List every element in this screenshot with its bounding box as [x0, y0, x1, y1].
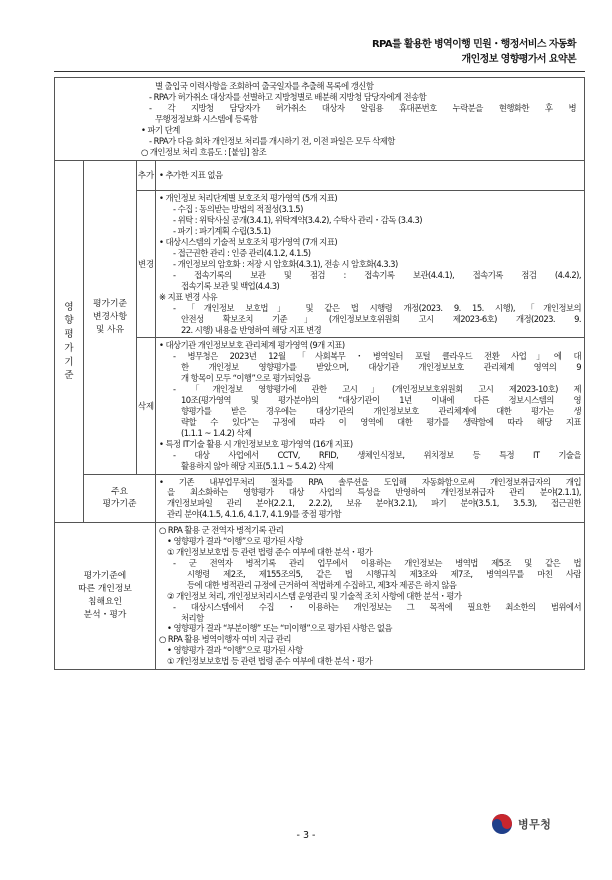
- modify-content: [156, 191, 585, 338]
- text-line: ○ RPA 활용 병역이행자 여비 지급 관리: [159, 634, 291, 645]
- risk-analysis-lines: [159, 525, 581, 667]
- taegeuk-emblem-icon: [491, 813, 513, 838]
- text-line: - 「개인정보 보호법」 및 같은 법 시행령 개정(2023. 9. 15. 시행), 「개인정보의: [173, 302, 581, 313]
- vertical-char: 준: [64, 370, 74, 382]
- header-title: RPA를 활용한 병역이행 민원・행정서비스 자동화: [371, 39, 576, 50]
- text-line: 별 출입국 이력사항을 조회하여 출국일자를 추출해 목록에 갱신함: [155, 81, 374, 91]
- text-line: 개 항목이 모두 “이행”으로 평가되었음: [181, 373, 311, 384]
- text-line: • 추가한 지표 없음: [159, 170, 223, 181]
- text-line: 관리 분야(4.1.5, 4.1.6, 4.1.7, 4.1.9)를 중점 평가함: [167, 509, 342, 520]
- text-line: • 영향평가 결과 “이행”으로 평가된 사항: [167, 645, 303, 656]
- org-logo: [491, 813, 551, 838]
- text-line: - 위탁 : 위탁사실 공개(3.4.1), 위탁계약(3.4.2), 수탁사 관리・감독 (3.4.3): [173, 215, 422, 226]
- text-line: 을 최소화하는 영향평가 대상 사업의 특성을 반영하여 개인정보취급자 관리 분야(2.1.1),: [167, 487, 581, 498]
- text-line: • 대상기관 개인정보보호 관리체계 평가영역 (9개 지표): [159, 340, 345, 351]
- label-line: 따른 개인정보: [78, 583, 132, 594]
- text-line: • 대상시스템의 기술적 보호조치 평가영역 (7개 지표): [159, 237, 338, 248]
- text-line: - 대상 사업에서 CCTV, RFID, 생체인식정보, 위치정보 등 특정 IT 기술을: [173, 449, 581, 460]
- text-line: 한 개인정보 영향평가를 받았으며, 대상기관 개인정보보호 관리체계 영역의 9: [181, 362, 581, 373]
- vertical-char: 가: [64, 342, 74, 354]
- vertical-char: 향: [64, 315, 74, 327]
- text-line: 22. 시행) 내용을 반영하여 해당 지표 변경: [181, 324, 322, 335]
- text-line: (1.1.1 ~ 1.4.2) 삭제: [181, 427, 252, 438]
- text-line: • 영향평가 결과 “부분이행” 또는 “미이행”으로 평가된 사항은 없음: [167, 623, 392, 634]
- add-content: [156, 161, 585, 191]
- text-line: - 파기 : 파기계획 수립(3.5.1): [173, 226, 271, 237]
- criteria-change-label: [84, 161, 137, 474]
- text-line: - 접근권한 관리 : 인증 관리(4.1.2, 4.1.5): [173, 248, 311, 259]
- add-lines: [159, 170, 581, 181]
- text-line: ※ 지표 변경 사유: [159, 291, 218, 302]
- text-line: • 개인정보 처리단계별 보호조치 평가영역 (5개 지표): [159, 193, 338, 204]
- text-line: 무행정정보화 시스템에 등록함: [155, 113, 258, 124]
- risk-analysis-row: [55, 523, 585, 670]
- text-line: 략할 수 있다”는 규정에 따라 이 영역에 대한 평가를 생략함에 따라 해당 지표: [181, 416, 581, 427]
- label-line: 및 사유: [95, 324, 125, 335]
- add-label: 추가: [137, 161, 156, 191]
- text-line: ○ RPA 활용 군 전역자 병적기록 관리: [159, 525, 284, 536]
- header-subtitle: 개인정보 영향평가서 요약본: [461, 53, 576, 65]
- text-line: - 개인정보의 암호화 : 저장 시 암호화(4.3.1), 전송 시 암호화(4.3.3): [173, 258, 398, 269]
- label-line: 평가기준에: [83, 570, 127, 581]
- risk-analysis-label: [55, 523, 156, 670]
- modify-lines: [159, 193, 581, 335]
- process-flow-cell: [55, 78, 585, 161]
- text-line: • 기존 내부업무처리 절차를 RPA 솔루션을 도입해 자동화함으로써 개인정보취급자의 개입: [159, 476, 581, 487]
- text-line: ○ 개인정보 처리 흐름도 : [붙임] 참조: [141, 146, 267, 157]
- document-header: [372, 38, 576, 67]
- vertical-char: 평: [64, 329, 74, 341]
- vertical-char: 영: [64, 301, 74, 313]
- text-line: 활용하지 않아 해당 지표(5.1.1 ~ 5.4.2) 삭제: [181, 460, 334, 471]
- risk-analysis-content: [156, 523, 585, 670]
- text-line: - RPA가 허가취소 대상자를 선별하고 지방청별로 배분해 지방청 담당자에게 전송함: [149, 91, 427, 102]
- text-line: 등에 대한 병적관리 규정에 근거하여 적법하게 수집하고, 제3자 제공은 하지 않음: [187, 579, 457, 590]
- text-line: - 수집 : 동의받는 방법의 적절성(3.1.5): [173, 204, 303, 215]
- label-line: 침해요인: [88, 597, 122, 608]
- criteria-vertical-label: [58, 301, 80, 384]
- label-line: 평가기준: [93, 299, 127, 310]
- text-line: 개인정보파일 관리 분야(2.2.1, 2.2.2), 보유 분야(3.2.1), 파기 분야(3.5.1, 3.5.3), 접근권한: [167, 498, 581, 509]
- label-line: 분석・평가: [83, 610, 127, 621]
- page-number: - 3 -: [296, 830, 316, 841]
- criteria-section-label: [55, 161, 84, 523]
- text-line: ① 개인정보보호법 등 관련 법령 준수 여부에 대한 분석・평가: [167, 547, 373, 558]
- vertical-char: 기: [64, 356, 74, 368]
- text-line: 10조(평가영역 및 평가분야)의 “대상기관이 1년 이내에 다른 정보시스템의 영: [181, 395, 581, 406]
- delete-lines: [159, 340, 581, 471]
- org-name: 병무청: [518, 818, 552, 832]
- text-line: - 병무청은 2023년 12월 「사회복무・병역일터 포털 클라우드 전환 사업」에 대: [173, 351, 581, 362]
- text-line: - 접속기록의 보관 및 점검 : 접속기록 보관(4.4.1), 접속기록 점검 (4.4.2),: [173, 269, 581, 280]
- text-line: - RPA가 다음 회차 개인정보 처리를 개시하기 전, 이전 파일은 모두 삭제함: [149, 135, 395, 146]
- text-line: ② 개인정보 처리, 개인정보처리시스템 운영관리 및 기술적 조치 사항에 대한 분석・평가: [167, 590, 462, 601]
- text-line: - 대상시스템에서 수집・이용하는 개인정보는 그 목적에 필요한 최소한의 범위에서: [173, 601, 581, 612]
- text-line: • 특정 IT기술 활용 시 개인정보보호 평가영역 (16개 지표): [159, 438, 353, 449]
- label-line: 평가기준: [102, 499, 137, 510]
- text-line: 처리함: [181, 612, 204, 623]
- text-line: - 「개인정보 영향평가에 관한 고시」(개인정보보호위원회 고시 제2023-10호) 제: [173, 384, 581, 395]
- text-line: 향평가를 받은 경우에는 대상기관의 개인정보보호 관리체계에 대한 평가는 생: [181, 405, 581, 416]
- label-line: 변경사항: [93, 312, 127, 323]
- process-flow-row: [55, 78, 585, 161]
- header-divider: [54, 71, 585, 72]
- label-line: 주요: [111, 486, 128, 497]
- text-line: - 군 전역자 병적기록 관리 업무에서 이용하는 개인정보는 병역법 제5조 및 같은 법: [173, 557, 581, 568]
- main-criteria-lines: [159, 477, 581, 521]
- text-line: 접속기록 보관 및 백업(4.4.3): [181, 280, 280, 291]
- text-line: 안전성 확보조치 기준」(개인정보보호위원회 고시 제2023-6호) 개정(2023. 9.: [181, 313, 581, 324]
- main-criteria-label: [84, 474, 156, 523]
- text-line: • 파기 단계: [141, 124, 180, 135]
- delete-content: [156, 338, 585, 474]
- criteria-add-row: [55, 161, 585, 191]
- text-line: - 각 지방청 담당자가 허가취소 대상자 알림용 휴대폰번호 누락분을 현행화한 후 병: [149, 102, 576, 113]
- criteria-main-row: [55, 474, 585, 523]
- text-line: 시행령 제2조, 제155조의5, 같은 법 시행규칙 제3조와 제7조, 병역의무를 마친 사람: [187, 568, 581, 579]
- process-flow-text: [141, 81, 576, 157]
- delete-label: 삭제: [137, 338, 156, 474]
- modify-label: 변경: [137, 191, 156, 338]
- text-line: ① 개인정보보호법 등 관련 법령 준수 여부에 대한 분석・평가: [167, 656, 373, 667]
- assessment-summary-table: [54, 77, 585, 670]
- main-criteria-content: [156, 474, 585, 523]
- text-line: • 영향평가 결과 “이행”으로 평가된 사항: [167, 536, 303, 547]
